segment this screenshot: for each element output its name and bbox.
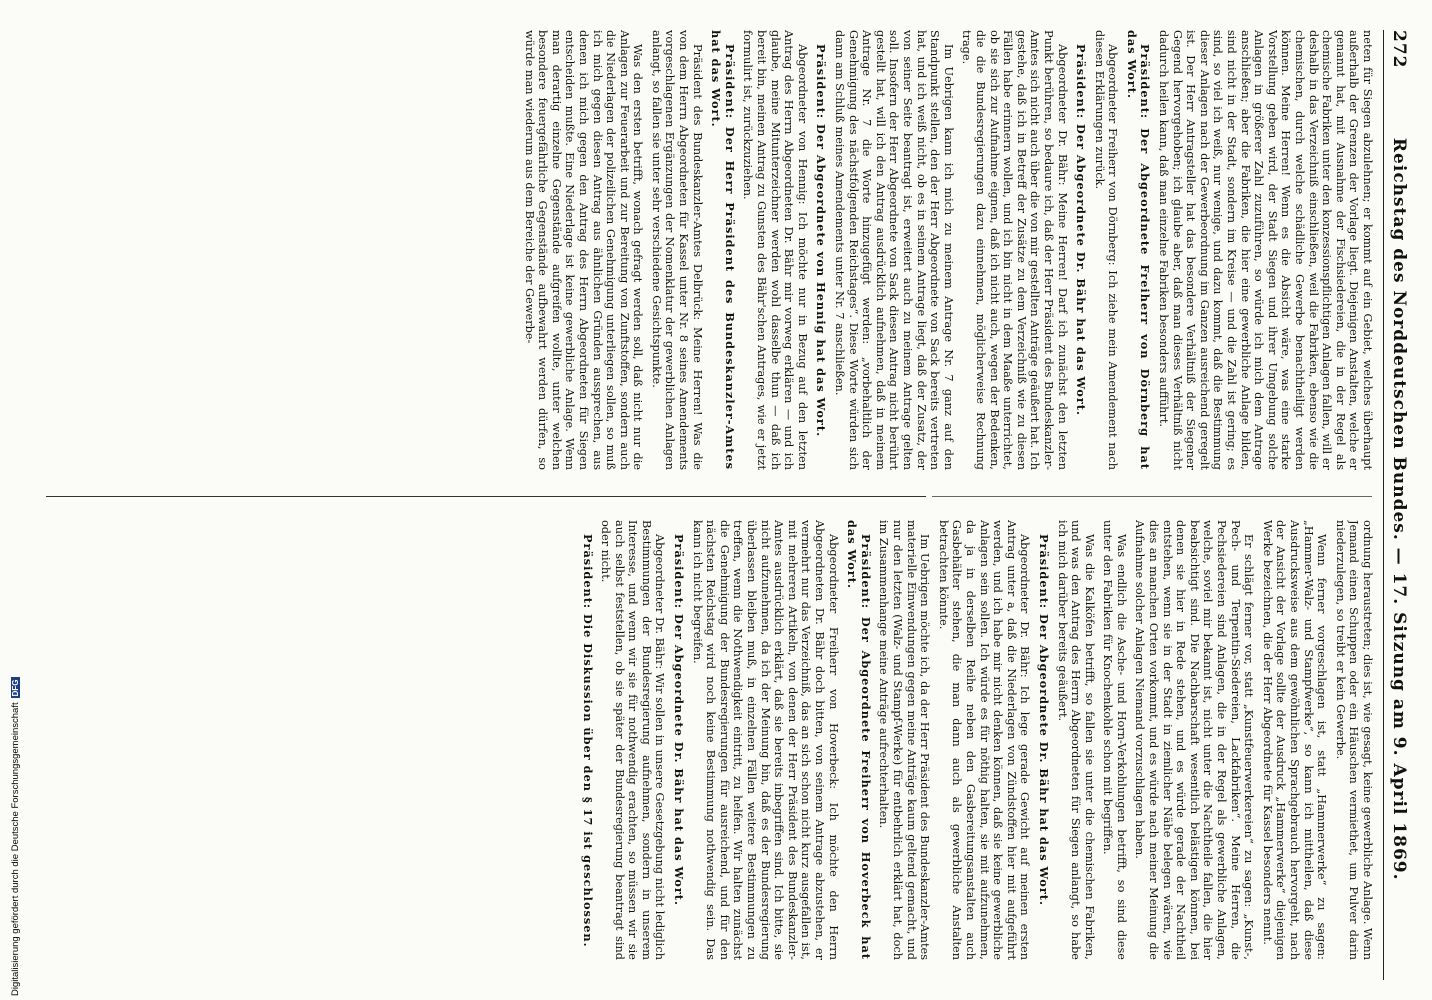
paragraph: Abgeordneter Dr. Bähr: Ich lege gerade Gewicht auf meinen ersten Antrag unter a, daß die Niederlagen von Zündstoffen hier mit aufgeführt werden, und ich habe mir nicht denken können, daß sie keine gewerbliche Anlagen sein sollen. Ich würde es für nöthig halten, sie mit aufzunehmen, da ja in derselben Reihe neben den Gasbereitungsanstalten auch Gasbehälter stehen, die man dann auch als gewerbliche Anstalten betrachten könnte. [936,520,1032,960]
paragraph: Abgeordneter Dr. Bähr: Wir sollen in unsere Gesetzgebung nicht lediglich Bestimmungen der Bundesregierung aufnehmen, sondern in unserem Interesse, und wenn wir sie für nothwendig erachten, so müssen wir sie auch selbst feststellen, ob sie später der Bundesregierung beantragt sind oder nicht. [599,520,667,960]
right-column [14,520,1374,960]
paragraph: Abgeordneter Freiherr von Dörnberg: Ich ziehe mein Amendement nach diesen Erklärungen zurück. [1092,30,1120,470]
paragraph: neten für Siegen abzulehnen; er kommt auf ein Gebiet, welches überhaupt außerhalb der Grenzen der Vorlage liegt. Diejenigen Anstalten, welche er genannt hat, mit Ausnahme der Fischsiedereien, die in der Regel als chemische Fabriken unter den konzessionspflichtigen Anlagen fallen, will er deshalb in das Verzeichniß einschließen, weil die Fabriken, ebenso wie die chemischen, durch welche schädliche Gewerbe benachtheiligt werden können. Meine Herren! Wenn es die Absicht wäre, was eine starke Vorstellung geben wird, der Stadt Siegen und ihrer Umgebung solche Anlagen in größerer Zahl zuzuführen, so würde ich mich dem Antrage anschließen; aber die Fabriken, die hier eine gewerbliche Anlage bilden, sind nicht in der Stadt, sondern im Kreise — und die Zahl ist gering; es sind, so viel ich weiß, nur wenige, und dazu kommt, daß die Bestimmung dieser Anlagen nach der Gewerbeordnung im Ganzen ausreichend geregelt ist. Der Herr Antragsteller hat das besondere Verhältniß der Siegener Gegend hervorgehoben; ich glaube aber, daß man dieses Verhältniß nicht dadurch heilen kann, daß man einzelne Fabriken besonders aufführt. [1157,30,1374,470]
speaker-line: Präsident: Der Abgeordnete Dr. Bähr hat das Wort. [672,534,687,906]
speaker-line: Präsident: Der Herr Präsident des Bundeskanzler-Amtes hat das Wort. [709,30,737,470]
paragraph: Was endlich die Asche- und Horn-Verkohlungen betrifft, so sind diese unter den Fabriken für Knochenkohle schon mit begriffen. [1101,520,1128,960]
speaker-line: Präsident: Der Abgeordnete Dr. Bähr hat das Wort. [1036,534,1051,906]
paragraph: Er schlägt ferner vor, statt „Kunstfeuerwerkereien“ zu sagen: „Kunst-, Pech- und Terpentin-Siedereien, Lackfabriken“. Meine Herren, die Pechsiedereien sind Anlagen, die in der Regel als gewerbliche Anlagen, welche, soviel mir bekannt ist, nicht unter die Nachtheile fallen, die hier beabsichtigt sind. Die Nachbarschaft wesentlich belästigen können, bei denen sie hier in Rede stehen, und es würde gerade der Nachtheil entstehen, wenn sie in der Stadt in ziemlicher Nähe belegen wären, wie dies an manchen Orten vorkommt, und es würde nach meiner Meinung die Aufnahme solcher Anlagen Niemand vorzuschlagen haben. [1133,520,1256,960]
dfg-logo: DFG [11,679,20,697]
column-divider-top [932,496,1372,497]
paragraph: Präsident des Bundeskanzler-Amtes Delbrück: Meine Herren! Was die von dem Herrn Abgeordneten für Kassel unter Nr. 8 seines Amendements vorgeschlagenen Ergänzungen der Nomenklatur der gewerblichen Anlagen anlangt, so fallen sie unter sehr verschiedene Gesichtspunkte. [649,30,704,470]
paragraph: Abgeordneter Dr. Bähr: Meine Herren! Darf ich zunächst den letzten Punkt berühren, so bedaure ich, daß der Herr Präsident des Bundeskanzler-Amtes sich nicht auch über die von mir gestellten Anträge geäußert hat. Ich gestehe, daß ich in Betreff der Zusätze zu dem Verzeichniß wie zu diesen Fällen habe erinnern wollen, und ich bin nicht in dem Maaße unterrichtet, ob sie sich zur Aufnahme eignen, daß ich nicht auch, wegen der Bedenken, die die Bundesregierungen dazu einnehmen, möglicherweise Rechnung trage. [960,30,1069,470]
credit-text: Digitalisierung gefördert durch die Deutsche Forschungsgemeinschaft [10,702,21,996]
left-column [14,30,1374,470]
paragraph: ordnung heraustreten; dies ist, wie gesagt, keine gewerbliche Anlage. Wenn Jemand einen Schuppen oder ein Häuschen vermiethet, um Pulver darin niederzulegen, so treibt er kein Gewerbe. [1333,520,1374,960]
paragraph: Im Uebrigen möchte ich, da der Herr Präsident des Bundeskanzler-Amtes materielle Einwendungen gegen meine Anträge kaum geltend gemacht, und nur den letzten (Walz- und Stampf-Werke) für entbehrlich erklärt hat, doch im Zusammenhange meine Anträge aufrechterhalten. [877,520,932,960]
paragraph: Abgeordneter Freiherr von Hoverbeck: Ich möchte den Herrn Abgeordneten Dr. Bähr doch bitten, von seinem Antrage abzustehen, er vermehrt nur das Verzeichniß, das an sich schon nicht kurz ausgefallen ist, mit mehreren Artikeln, von denen der Herr Präsident des Bundeskanzler-Amtes ausdrücklich erklärt, daß sie bereits inbegriffen sind. Ich bitte, sie nicht aufzunehmen, da ich der Meinung bin, daß es der Bundesregierung überlassen bleiben muß, in einzelnen Fällen weitere Bestimmungen zu treffen, wenn die Nothwendigkeit eintritt, zu helfen. Wir halten zunächst die Genehmigung der Bundesregierungen für ausreichend, und für den nächsten Reichstag wird noch keine Bestimmung nothwendig sein. Das kann ich nicht begreifen. [690,520,840,960]
page-number: 272 [1389,30,1409,69]
speaker-line: Präsident: Der Abgeordnete Dr. Bähr hat das Wort. [1074,44,1089,416]
digitization-credit [10,678,21,997]
speaker-line: Präsident: Der Abgeordnete Freiherr von Hoverbeck hat das Wort. [845,520,873,960]
running-title: Reichstag des Norddeutschen Bundes. — 17. Sitzung am 9. April 1869. [1389,137,1409,881]
paragraph: Abgeordneter von Hennig: Ich möchte nur in Bezug auf den letzten Antrag des Herrn Abgeordneten Dr. Bähr mir vorweg erklären — und ich glaube, meine Mitunterzeichner werden wohl dasselbe thun — daß ich bereit bin, meinen Antrag zu Gunsten des Bähr'schen Antrages, wie er jetzt formulirt ist, zurückzuziehen. [741,30,809,470]
paragraph: Was die Kalköfen betrifft, so fallen sie unter die chemischen Fabriken, und was den Antrag des Herrn Abgeordneten für Siegen anlangt, so habe ich mich darüber bereits geäußert. [1055,520,1096,960]
speaker-line: Präsident: Der Abgeordnete Freiherr von Dörnberg hat das Wort. [1124,30,1153,470]
column-divider [46,496,926,497]
paragraph: Im Uebrigen kann ich mich zu meinem Antrage Nr. 7 ganz auf den Standpunkt stellen, den der Herr Abgeordnete von Sack bereits vertreten hat, und ich weiß nicht, ob es in seinem Antrage liegt, daß der Zusatz, der von seiner Seite beantragt ist, erweitert auch zu meinem Antrage gelten soll. Insofern der Herr Abgeordnete von Sack diesen Antrag nicht berührt gestellt hat, will ich den Antrag ausdrücklich aufnehmen, daß in meinem Antrage Nr. 7 die Worte hinzugefügt werden: „vorbehaltlich der Genehmigung des nächstfolgenden Reichstages“. Diese Worte würden sich dann am Schluß meines Amendements unter Nr. 7 anschließen. [833,30,955,470]
speaker-line: Präsident: Der Abgeordnete von Hennig hat das Wort. [814,44,829,438]
page-header [1383,30,1414,980]
speaker-line: Präsident: Die Diskussion über den § 17 ist geschlossen. [580,534,595,948]
paragraph: Was den ersten betrifft, wonach gefragt werden soll, daß nicht nur die Anlagen zur Feuerarbeit und zur Bereitung von Zunftstoffen, sondern auch die Niederlagen der polizeilichen Genehmigung unterliegen sollen, so muß ich mich gegen diesen Antrag aus ähnlichen Gründen aussprechen, aus denen ich mich gegen den Antrag des Herrn Abgeordneten für Siegen entscheiden mußte. Eine Niederlage ist keine gewerbliche Anlage. Wenn man derartig einzelne Gegenstände aufgreifen wollte, unter welchen besondere feuergefährliche Gegenstände aufbewahrt werden dürfen, so würde man wiederum aus dem Bereiche der Gewerbe- [522,30,645,470]
paragraph: Wenn ferner vorgeschlagen ist, statt „Hammerwerke“ zu sagen: „Hammer-Walz- und Stampfwerke“, so kann ich mittheilen, daß diese Ausdrucksweise aus dem gewöhnlichen Sprachgebrauch hervorgeht, nach der Ansicht der Vorlage sollte der Ausdruck „Hammerwerke“ diejenigen Werke bezeichnen, die der Herr Abgeordnete für Kassel besonders nennt. [1260,520,1329,960]
